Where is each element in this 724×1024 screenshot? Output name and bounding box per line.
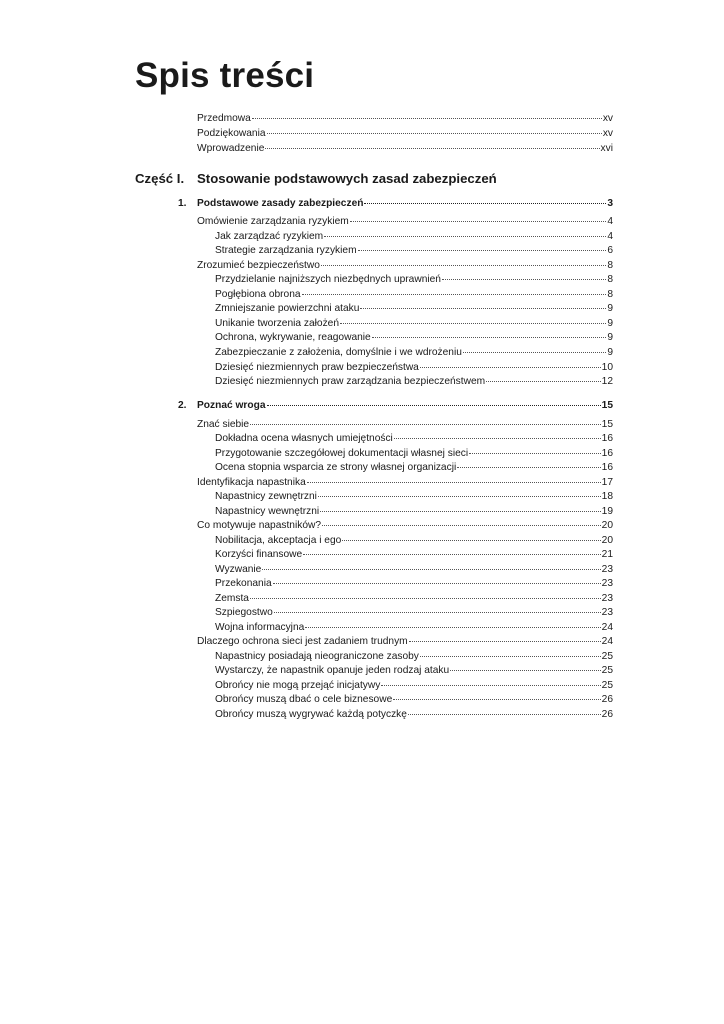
toc-entry-page: 12 <box>601 376 613 387</box>
chapter-heading[interactable] <box>197 197 613 211</box>
toc-entry-page: 9 <box>607 303 613 314</box>
toc-entry-page: xvi <box>600 143 613 154</box>
toc-subentry[interactable] <box>215 505 613 519</box>
toc-subentry[interactable] <box>215 650 613 664</box>
dot-leader <box>318 496 601 497</box>
toc-subentry[interactable] <box>215 375 613 389</box>
toc-entry-label: Podziękowania <box>197 128 266 139</box>
dot-leader <box>358 250 607 251</box>
toc-subentry[interactable] <box>215 461 613 475</box>
dot-leader <box>340 323 606 324</box>
toc-entry-page: 6 <box>607 245 613 256</box>
dot-leader <box>394 438 601 439</box>
toc-subentry[interactable] <box>215 273 613 287</box>
toc-entry-label: Unikanie tworzenia założeń <box>215 318 340 329</box>
toc-entry-page: 9 <box>607 318 613 329</box>
chapter-heading[interactable] <box>197 399 613 413</box>
dot-leader <box>364 203 606 204</box>
toc-entry-page: 9 <box>607 347 613 358</box>
toc-entry[interactable] <box>197 418 613 432</box>
toc-entry-label: Dziesięć niezmiennych praw bezpieczeństwa <box>215 362 419 373</box>
toc-entry-label: Obrońcy muszą dbać o cele biznesowe <box>215 694 393 705</box>
toc-entry-page: 10 <box>601 362 613 373</box>
toc-subentry[interactable] <box>215 244 613 258</box>
dot-leader <box>303 554 600 555</box>
dot-leader <box>420 367 601 368</box>
toc-entry-label: Przygotowanie szczegółowej dokumentacji własnej sieci <box>215 448 469 459</box>
toc-entry-page: 17 <box>601 477 613 488</box>
toc-entry-page: 23 <box>601 578 613 589</box>
dot-leader <box>265 148 599 149</box>
toc-subentry[interactable] <box>215 534 613 548</box>
toc-subentry[interactable] <box>215 577 613 591</box>
dot-leader <box>469 453 601 454</box>
toc-entry-label: Co motywuje napastników? <box>197 520 322 531</box>
toc-entry-page: 26 <box>601 709 613 720</box>
toc-entry-page: 23 <box>601 607 613 618</box>
chapter-page: 3 <box>607 198 613 209</box>
toc-entry-label: Zabezpieczanie z założenia, domyślnie i we wdrożeniu <box>215 347 462 358</box>
toc-entry-label: Przekonania <box>215 578 272 589</box>
toc-entry-page: 23 <box>601 593 613 604</box>
chapter-page: 15 <box>601 400 613 411</box>
dot-leader <box>372 337 607 338</box>
toc-entry-label: Identyfikacja napastnika <box>197 477 306 488</box>
toc-subentry[interactable] <box>215 490 613 504</box>
toc-subentry[interactable] <box>215 606 613 620</box>
toc-entry-label: Nobilitacja, akceptacja i ego <box>215 535 342 546</box>
dot-leader <box>409 641 601 642</box>
toc-entry-page: 8 <box>607 289 613 300</box>
toc-entry[interactable] <box>197 259 613 273</box>
toc-entry[interactable] <box>197 112 613 126</box>
toc-subentry[interactable] <box>215 621 613 635</box>
dot-leader <box>305 627 600 628</box>
toc-entry-page: 15 <box>601 419 613 430</box>
dot-leader <box>408 714 601 715</box>
dot-leader <box>321 265 606 266</box>
toc-entry-page: 25 <box>601 665 613 676</box>
toc-entry-page: 8 <box>607 260 613 271</box>
toc-entry-page: 24 <box>601 622 613 633</box>
toc-subentry[interactable] <box>215 346 613 360</box>
dot-leader <box>252 118 602 119</box>
toc-entry-page: 16 <box>601 462 613 473</box>
toc-entry-page: 20 <box>601 535 613 546</box>
dot-leader <box>450 670 600 671</box>
dot-leader <box>322 525 601 526</box>
toc-entry-label: Przedmowa <box>197 113 251 124</box>
toc-entry-page: 18 <box>601 491 613 502</box>
toc-entry-label: Wprowadzenie <box>197 143 265 154</box>
toc-entry-label: Zmniejszanie powierzchni ataku <box>215 303 360 314</box>
toc-entry-label: Obrońcy nie mogą przejąć inicjatywy <box>215 680 381 691</box>
dot-leader <box>381 685 600 686</box>
toc-entry-page: 4 <box>607 231 613 242</box>
toc-subentry[interactable] <box>215 331 613 345</box>
toc-entry-label: Dziesięć niezmiennych praw zarządzania bezpieczeństwem <box>215 376 486 387</box>
toc-subentry[interactable] <box>215 679 613 693</box>
toc-subentry[interactable] <box>215 664 613 678</box>
toc-subentry[interactable] <box>215 563 613 577</box>
toc-entry[interactable] <box>197 142 613 156</box>
toc-subentry[interactable] <box>215 548 613 562</box>
toc-entry-page: 25 <box>601 680 613 691</box>
toc-entry-page: 25 <box>601 651 613 662</box>
dot-leader <box>250 598 601 599</box>
part-title: Stosowanie podstawowych zasad zabezpieczeń <box>197 171 497 186</box>
dot-leader <box>420 656 601 657</box>
dot-leader <box>442 279 606 280</box>
toc-entry-label: Obrońcy muszą wygrywać każdą potyczkę <box>215 709 407 720</box>
toc-entry-label: Wystarczy, że napastnik opanuje jeden rodzaj ataku <box>215 665 450 676</box>
toc-entry-page: 21 <box>601 549 613 560</box>
dot-leader <box>250 424 601 425</box>
dot-leader <box>457 467 600 468</box>
toc-entry-label: Ochrona, wykrywanie, reagowanie <box>215 332 371 343</box>
toc-entry-label: Zemsta <box>215 593 249 604</box>
toc-entry-page: 8 <box>607 274 613 285</box>
toc-entry-page: 9 <box>607 332 613 343</box>
toc-entry-page: 20 <box>601 520 613 531</box>
toc-entry-page: 4 <box>607 216 613 227</box>
toc-subentry[interactable] <box>215 230 613 244</box>
dot-leader <box>267 133 602 134</box>
toc-entry[interactable] <box>197 635 613 649</box>
toc-entry-label: Napastnicy wewnętrzni <box>215 506 320 517</box>
dot-leader <box>274 612 601 613</box>
chapter-title: Podstawowe zasady zabezpieczeń <box>197 198 364 209</box>
toc-entry[interactable] <box>197 215 613 229</box>
toc-entry-page: xv <box>602 113 613 124</box>
toc-subentry[interactable] <box>215 592 613 606</box>
toc-entry-page: 26 <box>601 694 613 705</box>
dot-leader <box>486 381 601 382</box>
toc-entry-label: Wyzwanie <box>215 564 262 575</box>
dot-leader <box>267 405 601 406</box>
toc-entry-page: 23 <box>601 564 613 575</box>
toc-entry-label: Jak zarządzać ryzykiem <box>215 231 324 242</box>
toc-entry-page: 16 <box>601 448 613 459</box>
part-label: Część I. <box>135 171 185 186</box>
toc-subentry[interactable] <box>215 361 613 375</box>
dot-leader <box>262 569 600 570</box>
toc-entry[interactable] <box>197 476 613 490</box>
toc-subentry[interactable] <box>215 693 613 707</box>
toc-entry-label: Pogłębiona obrona <box>215 289 301 300</box>
toc-entry-label: Napastnicy zewnętrzni <box>215 491 317 502</box>
toc-entry-label: Dlaczego ochrona sieci jest zadaniem trudnym <box>197 636 408 647</box>
toc-entry-page: 19 <box>601 506 613 517</box>
chapter-number: 2. <box>178 400 187 411</box>
dot-leader <box>360 308 606 309</box>
dot-leader <box>393 699 600 700</box>
toc-entry-label: Wojna informacyjna <box>215 622 305 633</box>
toc-subentry[interactable] <box>215 288 613 302</box>
dot-leader <box>320 511 600 512</box>
dot-leader <box>307 482 601 483</box>
toc-entry-label: Napastnicy posiadają nieograniczone zasoby <box>215 651 419 662</box>
toc-entry-label: Zrozumieć bezpieczeństwo <box>197 260 320 271</box>
toc-subentry[interactable] <box>215 447 613 461</box>
toc-entry[interactable] <box>197 127 613 141</box>
toc-entry-label: Szpiegostwo <box>215 607 273 618</box>
toc-entry-label: Omówienie zarządzania ryzykiem <box>197 216 349 227</box>
dot-leader <box>302 294 607 295</box>
toc-entry-label: Strategie zarządzania ryzykiem <box>215 245 357 256</box>
toc-subentry[interactable] <box>215 317 613 331</box>
dot-leader <box>342 540 600 541</box>
dot-leader <box>324 236 606 237</box>
page-title: Spis treści <box>135 56 315 95</box>
toc-entry-label: Przydzielanie najniższych niezbędnych uprawnień <box>215 274 441 285</box>
dot-leader <box>350 221 607 222</box>
toc-subentry[interactable] <box>215 432 613 446</box>
toc-entry-page: 24 <box>601 636 613 647</box>
toc-entry[interactable] <box>197 519 613 533</box>
chapter-number: 1. <box>178 198 187 209</box>
toc-subentry[interactable] <box>215 302 613 316</box>
dot-leader <box>463 352 606 353</box>
toc-entry-label: Ocena stopnia wsparcia ze strony własnej organizacji <box>215 462 457 473</box>
dot-leader <box>273 583 601 584</box>
chapter-title: Poznać wroga <box>197 400 266 411</box>
toc-subentry[interactable] <box>215 708 613 722</box>
toc-entry-label: Dokładna ocena własnych umiejętności <box>215 433 393 444</box>
toc-entry-page: 16 <box>601 433 613 444</box>
toc-entry-label: Korzyści finansowe <box>215 549 303 560</box>
toc-entry-page: xv <box>602 128 613 139</box>
toc-entry-label: Znać siebie <box>197 419 250 430</box>
